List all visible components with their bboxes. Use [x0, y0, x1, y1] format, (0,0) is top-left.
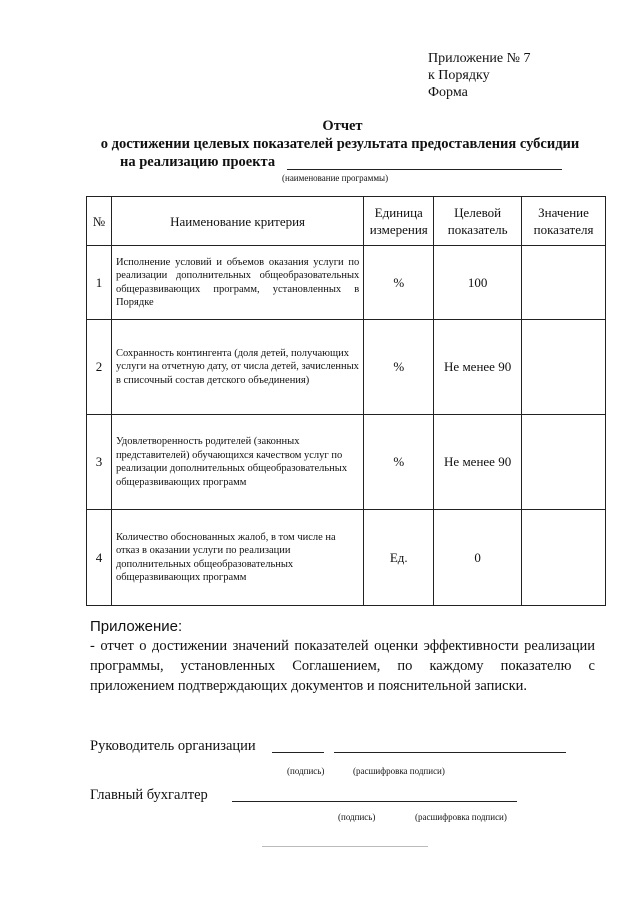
row-unit: %	[364, 320, 434, 415]
accountant-decode-caption: (расшифровка подписи)	[415, 812, 507, 822]
accountant-label: Главный бухгалтер	[90, 787, 208, 803]
table-row	[87, 415, 606, 510]
appendix-number: Приложение № 7	[428, 51, 531, 66]
row-value	[522, 415, 606, 510]
report-subtitle: о достижении целевых показателей результата предоставления субсидии	[100, 136, 580, 152]
row-unit: %	[364, 246, 434, 320]
report-title: Отчет	[322, 118, 363, 134]
head-decode-line	[334, 752, 566, 753]
appendix-text: - отчет о достижении значений показателей оценки эффективности реализации программы, установленных Соглашением, по каждому показателю с приложением подтверждающих документов и пояснительной записки.	[90, 638, 595, 694]
order-reference: к Порядку	[428, 68, 490, 83]
row-value	[522, 510, 606, 606]
form-label: Форма	[428, 85, 468, 100]
header-name: Наименование критерия	[111, 197, 363, 246]
row-num: 4	[87, 510, 112, 606]
accountant-sign-line	[232, 801, 517, 802]
program-name-line	[287, 169, 562, 170]
row-criterion: Количество обоснованных жалоб, в том числе на отказ в оказании услуги по реализации дополнительных общеобразовательных общеразвивающих программ	[111, 510, 363, 606]
row-target: 100	[434, 246, 522, 320]
head-sign-caption: (подпись)	[287, 766, 325, 776]
project-label: на реализацию проекта	[120, 154, 276, 170]
table-row	[87, 320, 606, 415]
row-criterion: Удовлетворенность родителей (законных представителей) обучающихся качеством услуг по реализации дополнительных общеобразовательных общеразвивающих программ	[111, 415, 363, 510]
header-num: №	[87, 197, 112, 246]
footer-divider	[262, 846, 428, 847]
row-target: Не менее 90	[434, 415, 522, 510]
row-criterion: Исполнение условий и объемов оказания услуги по реализации дополнительных общеобразовательных общеразвивающих программ, установленных в Порядке	[111, 246, 363, 320]
row-num: 3	[87, 415, 112, 510]
header-value: Значение показателя	[522, 197, 606, 246]
header-unit: Единица измерения	[364, 197, 434, 246]
row-criterion: Сохранность контингента (доля детей, получающих услуги на отчетную дату, от числа детей, зачисленных в списочный состав детского объединения)	[111, 320, 363, 415]
row-unit: %	[364, 415, 434, 510]
program-caption: (наименование программы)	[282, 173, 389, 183]
table-row	[87, 246, 606, 320]
appendix-label: Приложение:	[90, 618, 183, 635]
row-value	[522, 246, 606, 320]
accountant-sign-caption: (подпись)	[338, 812, 376, 822]
head-decode-caption: (расшифровка подписи)	[353, 766, 445, 776]
table-header-row	[87, 197, 606, 246]
row-num: 2	[87, 320, 112, 415]
row-unit: Ед.	[364, 510, 434, 606]
head-label: Руководитель организации	[90, 738, 256, 754]
row-target: 0	[434, 510, 522, 606]
row-num: 1	[87, 246, 112, 320]
row-value	[522, 320, 606, 415]
header-target: Целевой показатель	[434, 197, 522, 246]
criteria-table	[86, 196, 606, 606]
table-row	[87, 510, 606, 606]
head-sign-line	[272, 752, 324, 753]
row-target: Не менее 90	[434, 320, 522, 415]
